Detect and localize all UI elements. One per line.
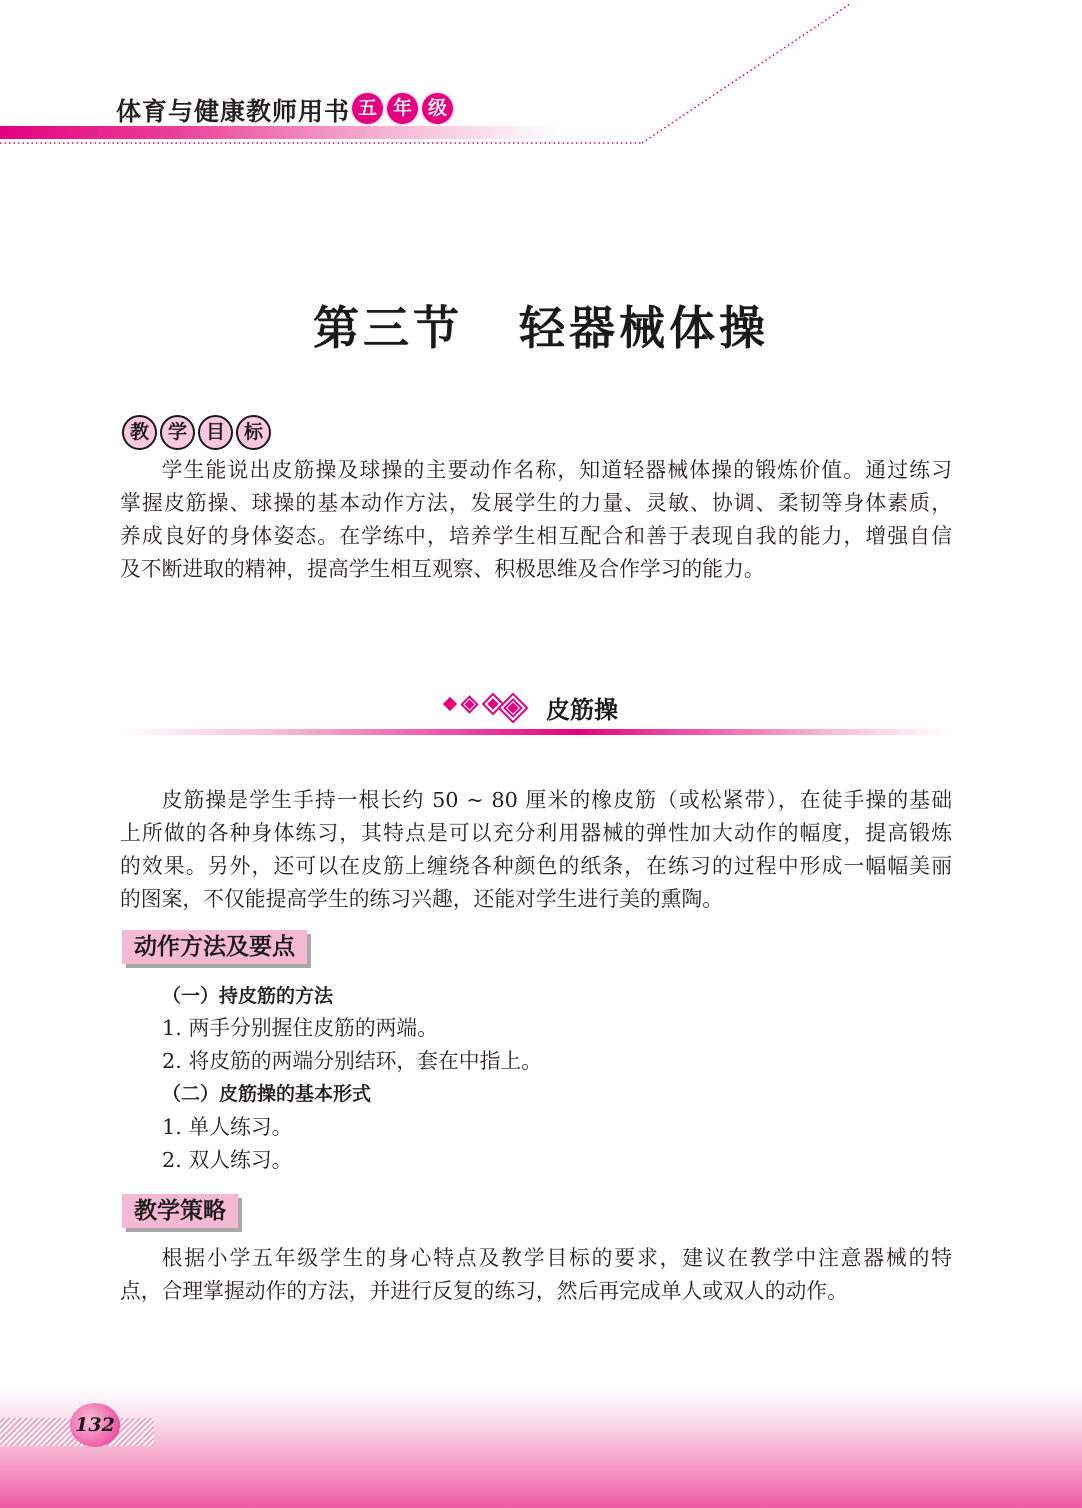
- diamond-ornament-icon: [440, 688, 540, 728]
- grade-char-2: 年: [387, 93, 418, 124]
- objectives-badge-char-2: 学: [160, 415, 195, 450]
- subsection-divider: [120, 729, 950, 735]
- objectives-badge-char-4: 标: [236, 415, 271, 450]
- objectives-line-4: 及不断进取的精神，提高学生相互观察、积极思维及合作学习的能力。: [120, 557, 765, 581]
- objectives-badge-char-3: 目: [198, 415, 233, 450]
- footer-band: [0, 1386, 1082, 1508]
- strategy-line-1: 根据小学五年级学生的身心特点及教学目标的要求，建议在教学中注意器械的特: [161, 1246, 952, 1270]
- grade-char-1: 五: [352, 93, 383, 124]
- method-group-2-title: （二）皮筋操的基本形式: [162, 1083, 372, 1105]
- method-group-1-title: （一）持皮筋的方法: [162, 985, 334, 1007]
- objectives-paragraph: [120, 454, 952, 586]
- section-name: 轻器械体操: [519, 301, 769, 355]
- page-title: [0, 292, 1082, 358]
- grade-char-3: 级: [422, 93, 453, 124]
- subsection-heading: 皮筋操: [546, 696, 618, 724]
- strategy-label: 教学策略: [122, 1194, 238, 1228]
- method-group-2-item-1: 1. 单人练习。: [162, 1115, 293, 1139]
- intro-line-3: 的效果。另外，还可以在皮筋上缠绕各种颜色的纸条，在练习的过程中形成一幅幅美丽: [120, 854, 952, 878]
- objectives-line-1: 学生能说出皮筋操及球操的主要动作名称，知道轻器械体操的锻炼价值。通过练习: [161, 458, 952, 482]
- strategy-paragraph: [120, 1242, 952, 1308]
- objectives-line-2: 掌握皮筋操、球操的基本动作方法，发展学生的力量、灵敏、协调、柔韧等身体素质，: [120, 491, 952, 515]
- objectives-line-3: 养成良好的身体姿态。在学练中，培养学生相互配合和善于表现自我的能力，增强自信: [120, 524, 952, 548]
- method-group-2-item-2: 2. 双人练习。: [162, 1148, 293, 1172]
- intro-line-2: 上所做的各种身体练习，其特点是可以充分利用器械的弹性加大动作的幅度，提高锻炼: [120, 821, 952, 845]
- method-group-1-item-1: 1. 两手分别握住皮筋的两端。: [162, 1016, 439, 1040]
- intro-paragraph: [120, 784, 952, 916]
- book-title: 体育与健康教师用书: [116, 97, 351, 126]
- section-number: 第三节: [313, 301, 463, 355]
- intro-line-4: 的图案，不仅能提高学生的练习兴趣，还能对学生进行美的熏陶。: [120, 887, 724, 911]
- intro-line-1: 皮筋操是学生手持一根长约 50 ~ 80 厘米的橡皮筋（或松紧带），在徒手操的基础: [161, 788, 952, 812]
- objectives-badge-char-1: 教: [122, 415, 157, 450]
- page-number: 132: [70, 1403, 120, 1447]
- method-group-1-item-2: 2. 将皮筋的两端分别结环，套在中指上。: [162, 1049, 542, 1073]
- strategy-line-2: 点，合理掌握动作的方法，并进行反复的练习，然后再完成单人或双人的动作。: [120, 1279, 848, 1303]
- methods-label: 动作方法及要点: [122, 930, 307, 964]
